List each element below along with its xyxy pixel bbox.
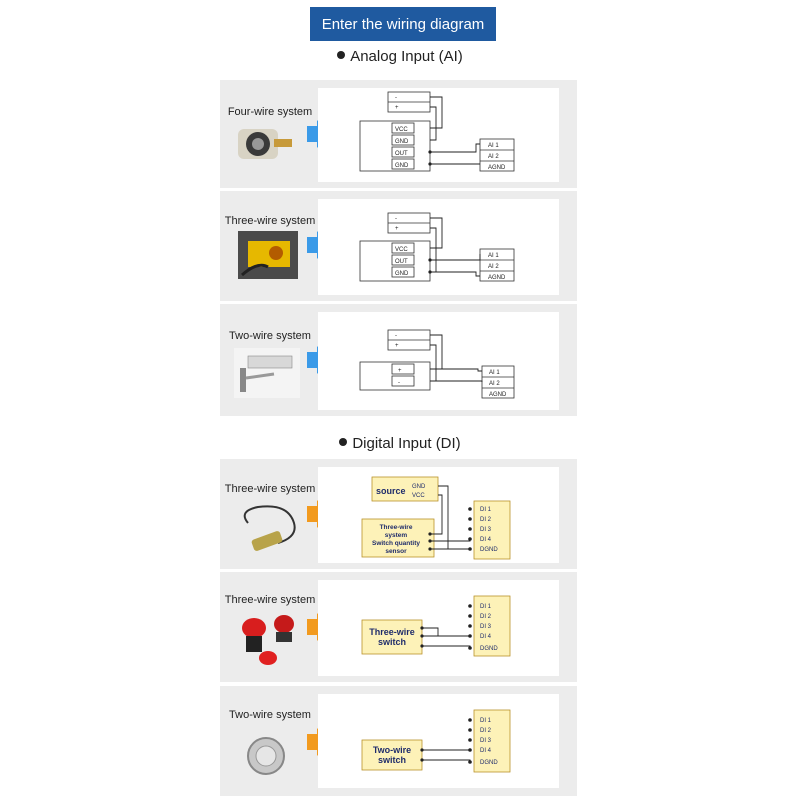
row-label: Three-wire system xyxy=(224,594,316,606)
digital-row-three-switch xyxy=(220,572,577,682)
pin-out: OUT xyxy=(395,259,408,265)
analog-row-three-wire xyxy=(220,191,577,301)
analog-section-title xyxy=(0,48,800,65)
three-wire-sensor-photo xyxy=(238,231,298,279)
two-switch-line-2: switch xyxy=(377,755,407,765)
ch-ai1: AI 1 xyxy=(488,143,499,149)
two-wire-ai-diagram xyxy=(318,312,559,410)
ai-power-minus: - xyxy=(395,216,397,222)
pin-vcc: VCC xyxy=(395,247,408,253)
four-wire-sensor-photo xyxy=(234,123,294,165)
row-label: Four-wire system xyxy=(227,106,313,118)
ch-ai1: AI 1 xyxy=(489,370,500,376)
di-sensor-diagram xyxy=(318,467,559,563)
ch-di1: DI 1 xyxy=(480,604,492,610)
pin-vcc: VCC xyxy=(395,127,408,133)
proximity-sensor-photo xyxy=(238,503,300,557)
sensor-line-3: Switch quantity xyxy=(371,540,421,547)
digital-title-text: Digital Input (DI) xyxy=(352,435,461,452)
ch-di2: DI 2 xyxy=(480,728,492,734)
ch-agnd: AGND xyxy=(489,392,507,398)
row-label: Two-wire system xyxy=(229,330,311,342)
three-switch-line-2: switch xyxy=(377,637,407,647)
ch-di2: DI 2 xyxy=(480,517,492,523)
two-switch-line-1: Two-wire xyxy=(372,745,412,755)
pin-plus: + xyxy=(398,368,402,374)
row-label: Two-wire system xyxy=(229,709,311,721)
four-wire-diagram xyxy=(318,88,559,182)
ch-ai2: AI 2 xyxy=(488,154,499,160)
ch-dgnd: DGND xyxy=(480,760,498,766)
emergency-button-photo xyxy=(238,612,300,668)
ch-di2: DI 2 xyxy=(480,614,492,620)
pin-gnd: GND xyxy=(395,139,409,145)
ch-di3: DI 3 xyxy=(480,624,492,630)
analog-row-four-wire xyxy=(220,80,577,188)
ch-dgnd: DGND xyxy=(480,646,498,652)
source-label: source xyxy=(376,486,406,496)
ch-agnd: AGND xyxy=(488,275,506,281)
di-two-switch-diagram xyxy=(318,694,559,788)
ch-ai2: AI 2 xyxy=(489,381,500,387)
ai-power-minus: - xyxy=(395,333,397,339)
ch-agnd: AGND xyxy=(488,165,506,171)
ch-dgnd: DGND xyxy=(480,547,498,553)
digital-row-sensor xyxy=(220,459,577,569)
ai-power-minus: - xyxy=(395,95,397,101)
digital-row-two-switch xyxy=(220,686,577,796)
ai-power-plus: + xyxy=(395,226,399,232)
ch-ai2: AI 2 xyxy=(488,264,499,270)
three-switch-line-1: Three-wire xyxy=(369,627,415,637)
pin-out: OUT xyxy=(395,151,408,157)
di-three-switch-diagram xyxy=(318,580,559,676)
pin-gnd-2: GND xyxy=(395,163,409,169)
ch-di4: DI 4 xyxy=(480,634,492,640)
ch-ai1: AI 1 xyxy=(488,253,499,259)
source-vcc: VCC xyxy=(412,493,425,499)
ch-di3: DI 3 xyxy=(480,738,492,744)
row-label: Three-wire system xyxy=(224,483,316,495)
sensor-line-1: Three-wire xyxy=(379,524,413,531)
ch-di1: DI 1 xyxy=(480,507,492,513)
bullet-icon xyxy=(339,438,347,446)
sensor-line-2: system xyxy=(384,532,408,539)
two-wire-sensor-photo xyxy=(234,348,300,398)
analog-title-text: Analog Input (AI) xyxy=(350,48,463,65)
ai-power-plus: + xyxy=(395,343,399,349)
source-gnd: GND xyxy=(412,484,426,490)
pin-minus: - xyxy=(398,380,400,386)
sensor-line-4: sensor xyxy=(385,548,407,555)
ch-di4: DI 4 xyxy=(480,748,492,754)
row-label: Three-wire system xyxy=(224,215,316,227)
ch-di3: DI 3 xyxy=(480,527,492,533)
ch-di4: DI 4 xyxy=(480,537,492,543)
ai-power-plus: + xyxy=(395,105,399,111)
analog-row-two-wire xyxy=(220,304,577,416)
pin-gnd: GND xyxy=(395,271,409,277)
ch-di1: DI 1 xyxy=(480,718,492,724)
bullet-icon xyxy=(337,51,345,59)
page-banner: Enter the wiring diagram xyxy=(310,7,496,41)
metal-button-photo xyxy=(242,734,290,780)
three-wire-ai-diagram xyxy=(318,199,559,295)
digital-section-title xyxy=(0,435,800,452)
